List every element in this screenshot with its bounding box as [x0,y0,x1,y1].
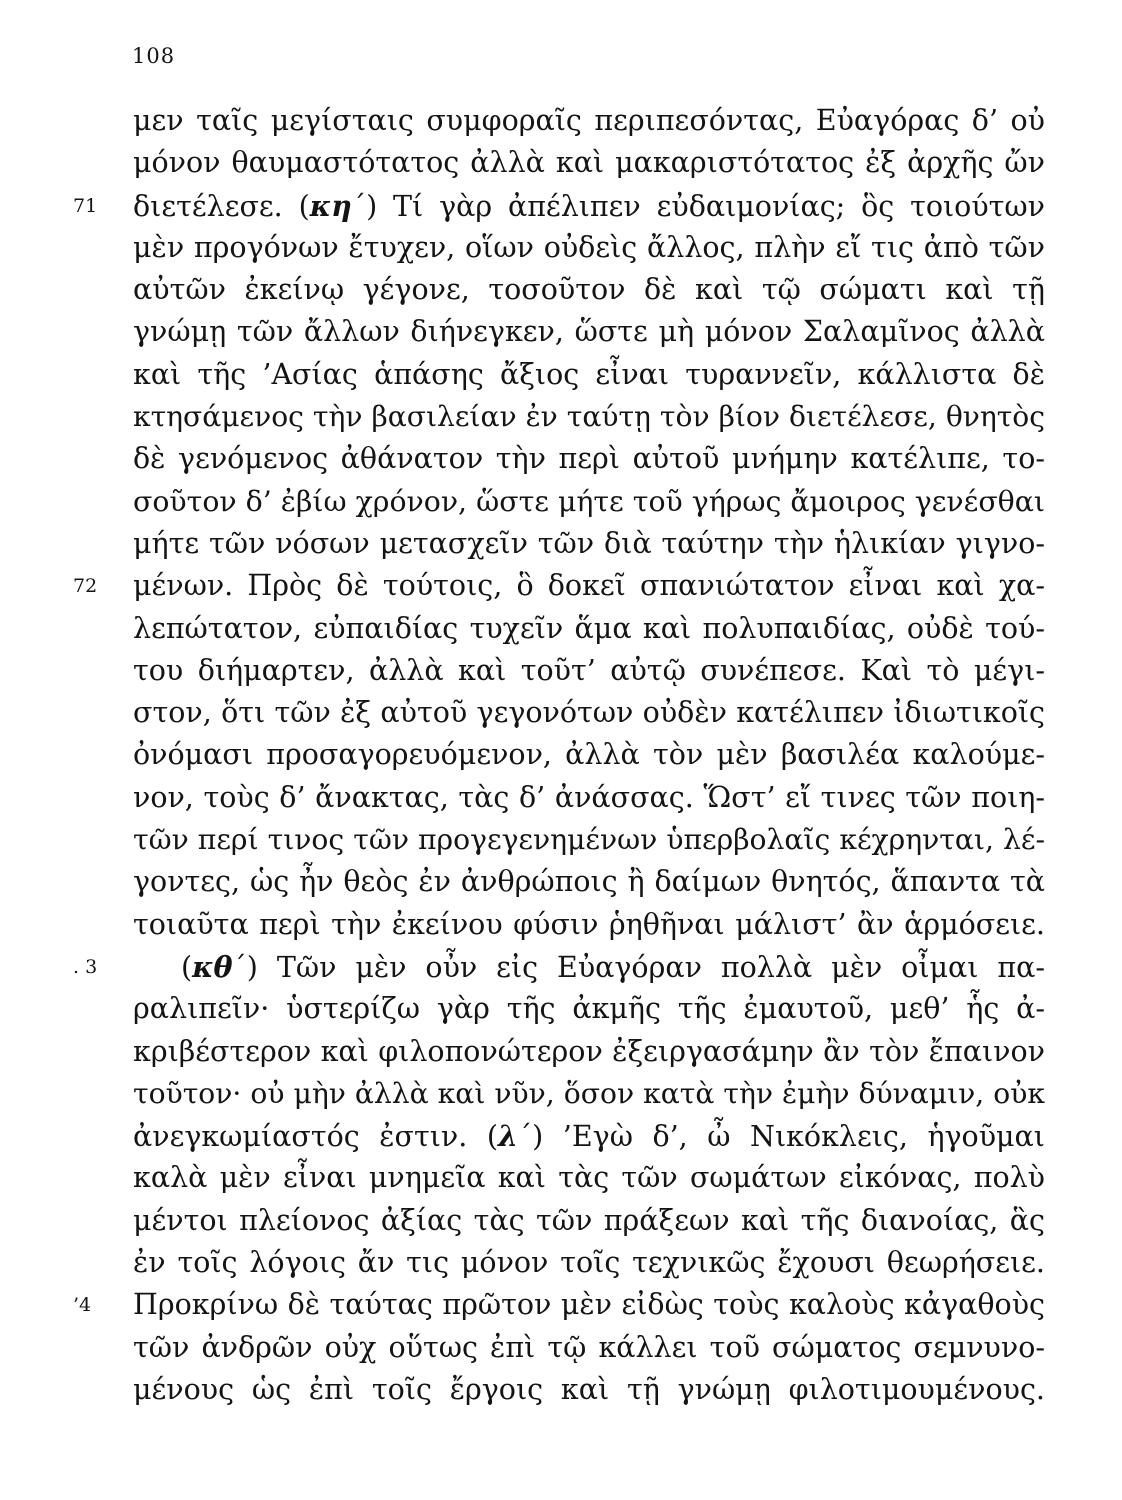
text-line [133,819,1045,861]
greek-text-body [73,100,1045,1411]
text-line [73,946,1045,988]
line-text: σοῦτον δ’ ἐβίω χρόνον, ὥστε μήτε τοῦ γήρως ἄμοιρος γενέσθαι [133,484,1045,518]
text-line [73,565,1045,607]
text-line [133,1242,1045,1284]
margin-section-number: . 3 [73,955,98,978]
line-text: μεν ταῖς μεγίσταις συμφοραῖς περιπεσόντας, Εὐαγόρας δ’ οὐ [133,104,1045,137]
text-line [133,988,1045,1030]
line-text: τοιαῦτα περὶ τὴν ἐκείνου φύσιν ῥηθῆναι μάλιστ’ ἂν ἁρμόσειε. [133,907,1045,941]
line-text: καὶ τῆς ’Ασίας ἁπάσης ἄξιος εἶναι τυραννεῖν, κάλλιστα δὲ [133,357,1045,391]
margin-section-number: 71 [73,194,98,217]
text-line [133,1157,1045,1199]
line-text: γνώμῃ τῶν ἄλλων διήνεγκεν, ὥστε μὴ μόνον Σαλαμῖνος ἀλλὰ [133,315,1045,349]
line-text: νον, τοὺς δ’ ἄνακτας, τὰς δ’ ἀνάσσας. Ὥστ’ εἴ τινες τῶν ποιη- [133,780,1045,814]
line-text: του διήμαρτεν, ἀλλὰ καὶ τοῦτ’ αὐτῷ συνέπεσε. Καὶ τὸ μέγι- [133,653,1045,687]
text-line [73,1284,1045,1326]
line-text: διετέλεσε. ( [133,189,310,223]
text-line [133,311,1045,353]
chapter-marker: κθ [192,949,233,984]
text-line [133,1369,1045,1411]
text-line [133,1200,1045,1242]
text-line [133,354,1045,396]
line-text: ΄) Τί γὰρ ἀπέλιπεν εὐδαιμονίας; ὃς τοιούτων [351,189,1045,223]
line-text: τοῦτον· οὐ μὴν ἀλλὰ καὶ νῦν, ὅσον κατὰ τὴν ἐμὴν δύναμιν, οὐκ [133,1076,1045,1110]
line-text: τῶν περί τινος τῶν προγεγενημένων ὑπερβολαῖς κέχρηνται, λέ- [133,823,1045,857]
line-text: δὲ γενόμενος ἀθάνατον τὴν περὶ αὐτοῦ μνήμην κατέλιπε, το- [133,442,1045,476]
line-text: στον, ὅτι τῶν ἐξ αὐτοῦ γεγονότων οὐδὲν κατέλιπεν ἰδιωτικοῖς [133,696,1045,730]
text-line [133,142,1045,184]
line-text: λεπώτατον, εὐπαιδίας τυχεῖν ἅμα καὶ πολυπαιδίας, οὐδὲ τού- [133,611,1045,645]
text-line [133,438,1045,480]
text-line [133,777,1045,819]
text-line [133,227,1045,269]
text-line [133,1031,1045,1073]
line-text: καλὰ μὲν εἶναι μνημεῖα καὶ τὰς τῶν σωμάτων εἰκόνας, πολὺ [133,1161,1045,1195]
line-text: κτησάμενος τὴν βασιλείαν ἐν ταύτῃ τὸν βίον διετέλεσε, θνητὸς [133,400,1045,434]
text-line [133,481,1045,523]
margin-section-number: ’4 [73,1294,92,1317]
margin-section-number: 72 [73,575,98,598]
line-text: Προκρίνω δὲ ταύτας πρῶτον μὲν εἰδὼς τοὺς καλοὺς κἀγαθοὺς [133,1288,1045,1322]
text-line [133,1327,1045,1369]
line-text: μὲν προγόνων ἔτυχεν, οἵων οὐδεὶς ἄλλος, πλὴν εἴ τις ἀπὸ τῶν [133,230,1045,264]
line-text: ἀνεγκωμίαστός ἐστιν. ( [133,1120,498,1154]
text-line [133,523,1045,565]
line-text: αὐτῶν ἐκείνῳ γέγονε, τοσοῦτον δὲ καὶ τῷ σώματι καὶ τῇ [133,273,1045,307]
text-line [133,269,1045,311]
line-text: ΄) ’Εγὼ δ’, ὦ Νικόκλεις, ἡγοῦμαι [517,1120,1045,1154]
line-text: ΄) Τῶν μὲν οὖν εἰς Εὐαγόραν πολλὰ μὲν οἶμαι πα- [232,950,1045,984]
line-text: ραλιπεῖν· ὑστερίζω γὰρ τῆς ἀκμῆς τῆς ἐμαυτοῦ, μεθ’ ἧς ἀ- [133,992,1045,1026]
page-number: 108 [132,44,176,68]
text-line [133,692,1045,734]
text-line [133,1115,1045,1157]
chapter-marker: λ [497,1119,518,1154]
line-text: μένους ὡς ἐπὶ τοῖς ἔργοις καὶ τῇ γνώμῃ φιλοτιμουμένους. [133,1372,1045,1406]
line-text: μένων. Πρὸς δὲ τούτοις, ὃ δοκεῖ σπανιώτατον εἶναι καὶ χα- [133,569,1045,603]
line-text: ἐν τοῖς λόγοις ἄν τις μόνον τοῖς τεχνικῶς ἔχουσι θεωρήσειε. [133,1246,1045,1280]
text-line [133,861,1045,903]
line-text: τῶν ἀνδρῶν οὐχ οὕτως ἐπὶ τῷ κάλλει τοῦ σώματος σεμνυνο- [133,1330,1045,1364]
text-line [133,650,1045,692]
line-text: μήτε τῶν νόσων μετασχεῖν τῶν διὰ ταύτην τὴν ἡλικίαν γιγνο- [133,526,1045,560]
text-line [133,100,1045,142]
text-line [133,734,1045,776]
line-text: μέντοι πλείονος ἀξίας τὰς τῶν πράξεων καὶ τῆς διανοίας, ἃς [133,1203,1045,1237]
text-line [133,904,1045,946]
text-line [133,608,1045,650]
line-text: μόνον θαυμαστότατος ἀλλὰ καὶ μακαριστότατος ἐξ ἀρχῆς ὤν [133,146,1045,180]
text-line [133,396,1045,438]
text-line [133,1073,1045,1115]
text-line [73,185,1045,227]
line-text: κριβέστερον καὶ φιλοπονώτερον ἐξειργασάμην ἂν τὸν ἔπαινον [133,1034,1045,1068]
line-text: ὀνόμασι προσαγορευόμενον, ἀλλὰ τὸν μὲν βασιλέα καλούμε- [133,738,1045,772]
chapter-marker: κη [309,188,352,223]
line-text: γοντες, ὡς ἦν θεὸς ἐν ἀνθρώποις ἢ δαίμων θνητός, ἅπαντα τὰ [133,865,1045,899]
line-text: ( [181,950,193,984]
